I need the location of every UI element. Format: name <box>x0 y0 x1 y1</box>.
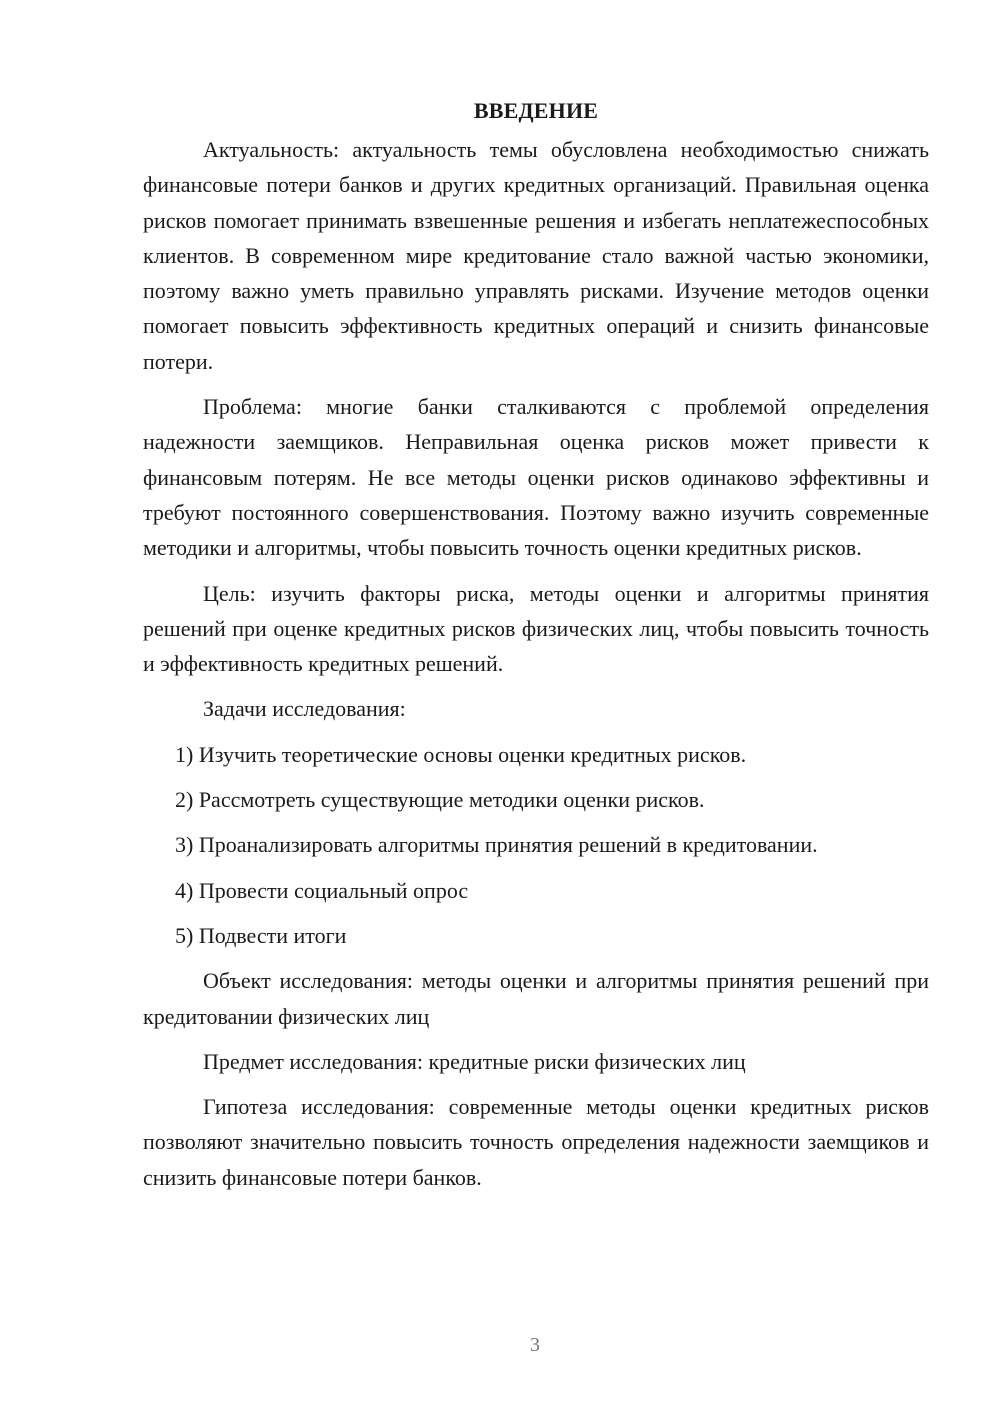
page-number: 3 <box>530 1334 540 1356</box>
subject-paragraph: Предмет исследования: кредитные риски физических лиц <box>203 1048 746 1074</box>
tasks-heading: Задачи исследования: <box>203 696 406 722</box>
section-title: ВВЕДЕНИЕ <box>473 98 599 123</box>
task-item-5: 5) Подвести итоги <box>175 922 347 948</box>
task-item-1: 1) Изучить теоретические основы оценки кредитных рисков. <box>175 741 747 767</box>
task-item-4: 4) Провести социальный опрос <box>175 877 469 903</box>
task-item-2: 2) Рассмотреть существующие методики оценки рисков. <box>175 787 705 813</box>
hypothesis-paragraph: Гипотеза исследования: современные методы оценки кредитных рисков позволяют значительно повысить точность определения надежности заемщиков и снизить финансовые потери банков. <box>143 1094 929 1190</box>
problem-paragraph: Проблема: многие банки сталкиваются с проблемой определения надежности заемщиков. Неправильная оценка рисков может привести к финансовым потерям. Не все методы оценки рисков одинаково эффективны и требуют постоянного совершенствования. Поэтому важно изучить современные методики и алгоритмы, чтобы повысить точность оценки кредитных рисков. <box>143 394 929 561</box>
relevance-paragraph: Актуальность: актуальность темы обусловлена необходимостью снижать финансовые потери банков и других кредитных организаций. Правильная оценка рисков помогает принимать взвешенные решения и избегать неплатежеспособных клиентов. В современном мире кредитование стало важной частью экономики, поэтому важно уметь правильно управлять рисками. Изучение методов оценки помогает повысить эффективность кредитных операций и снизить финансовые потери. <box>143 137 929 374</box>
object-paragraph: Объект исследования: методы оценки и алгоритмы принятия решений при кредитовании физических лиц <box>143 968 929 1029</box>
page-content <box>143 91 929 1205</box>
goal-paragraph: Цель: изучить факторы риска, методы оценки и алгоритмы принятия решений при оценке кредитных рисков физических лиц, чтобы повысить точность и эффективность кредитных решений. <box>143 580 929 677</box>
task-item-3: 3) Проанализировать алгоритмы принятия решений в кредитовании. <box>175 832 818 858</box>
